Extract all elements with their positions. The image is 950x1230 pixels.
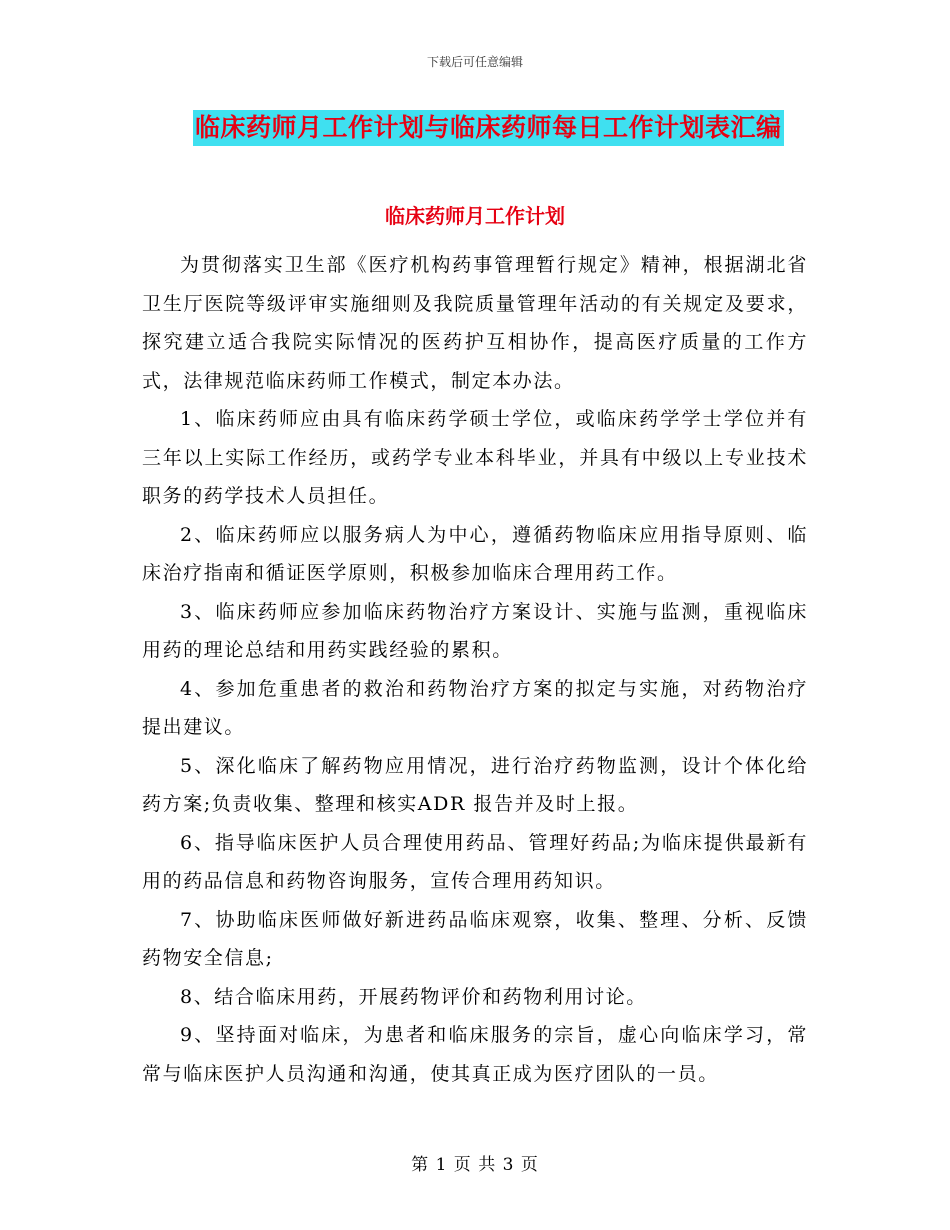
document-title: 临床药师月工作计划与临床药师每日工作计划表汇编	[193, 110, 784, 146]
clause-3-paragraph: 3、临床药师应参加临床药物治疗方案设计、实施与监测，重视临床用药的理论总结和用药实践经验的累积。	[142, 600, 808, 661]
clause-8-paragraph: 8、结合临床用药，开展药物评价和药物利用讨论。	[180, 985, 647, 1008]
clause-7-paragraph: 7、协助临床医师做好新进药品临床观察，收集、整理、分析、反馈药物安全信息;	[142, 908, 808, 969]
clause-6-paragraph: 6、指导临床医护人员合理使用药品、管理好药品;为临床提供最新有用的药品信息和药物咨询服务，宣传合理用药知识。	[142, 831, 808, 892]
document-body	[142, 246, 808, 1093]
clause-5-paragraph: 5、深化临床了解药物应用情况，进行治疗药物监测，设计个体化给药方案;负责收集、整理和核实ADR 报告并及时上报。	[142, 754, 808, 815]
clause-2-paragraph: 2、临床药师应以服务病人为中心，遵循药物临床应用指导原则、临床治疗指南和循证医学原则，积极参加临床合理用药工作。	[142, 523, 808, 584]
header-note: 下载后可任意编辑	[426, 55, 523, 69]
clause-1-paragraph: 1、临床药师应由具有临床药学硕士学位，或临床药学学士学位并有三年以上实际工作经历，或药学专业本科毕业，并具有中级以上专业技术职务的药学技术人员担任。	[142, 408, 808, 507]
clause-4-paragraph: 4、参加危重患者的救治和药物治疗方案的拟定与实施，对药物治疗提出建议。	[142, 677, 808, 738]
page-number-footer: 第 1 页 共 3 页	[411, 1155, 539, 1175]
clause-9-paragraph: 9、坚持面对临床，为患者和临床服务的宗旨，虚心向临床学习，常常与临床医护人员沟通和沟通，使其真正成为医疗团队的一员。	[142, 1024, 808, 1085]
section-title: 临床药师月工作计划	[385, 204, 565, 228]
intro-paragraph: 为贯彻落实卫生部《医疗机构药事管理暂行规定》精神，根据湖北省卫生厅医院等级评审实施细则及我院质量管理年活动的有关规定及要求，探究建立适合我院实际情况的医药护互相协作，提高医疗质量的工作方式，法律规范临床药师工作模式，制定本办法。	[142, 254, 808, 392]
document-title-container	[193, 110, 784, 146]
